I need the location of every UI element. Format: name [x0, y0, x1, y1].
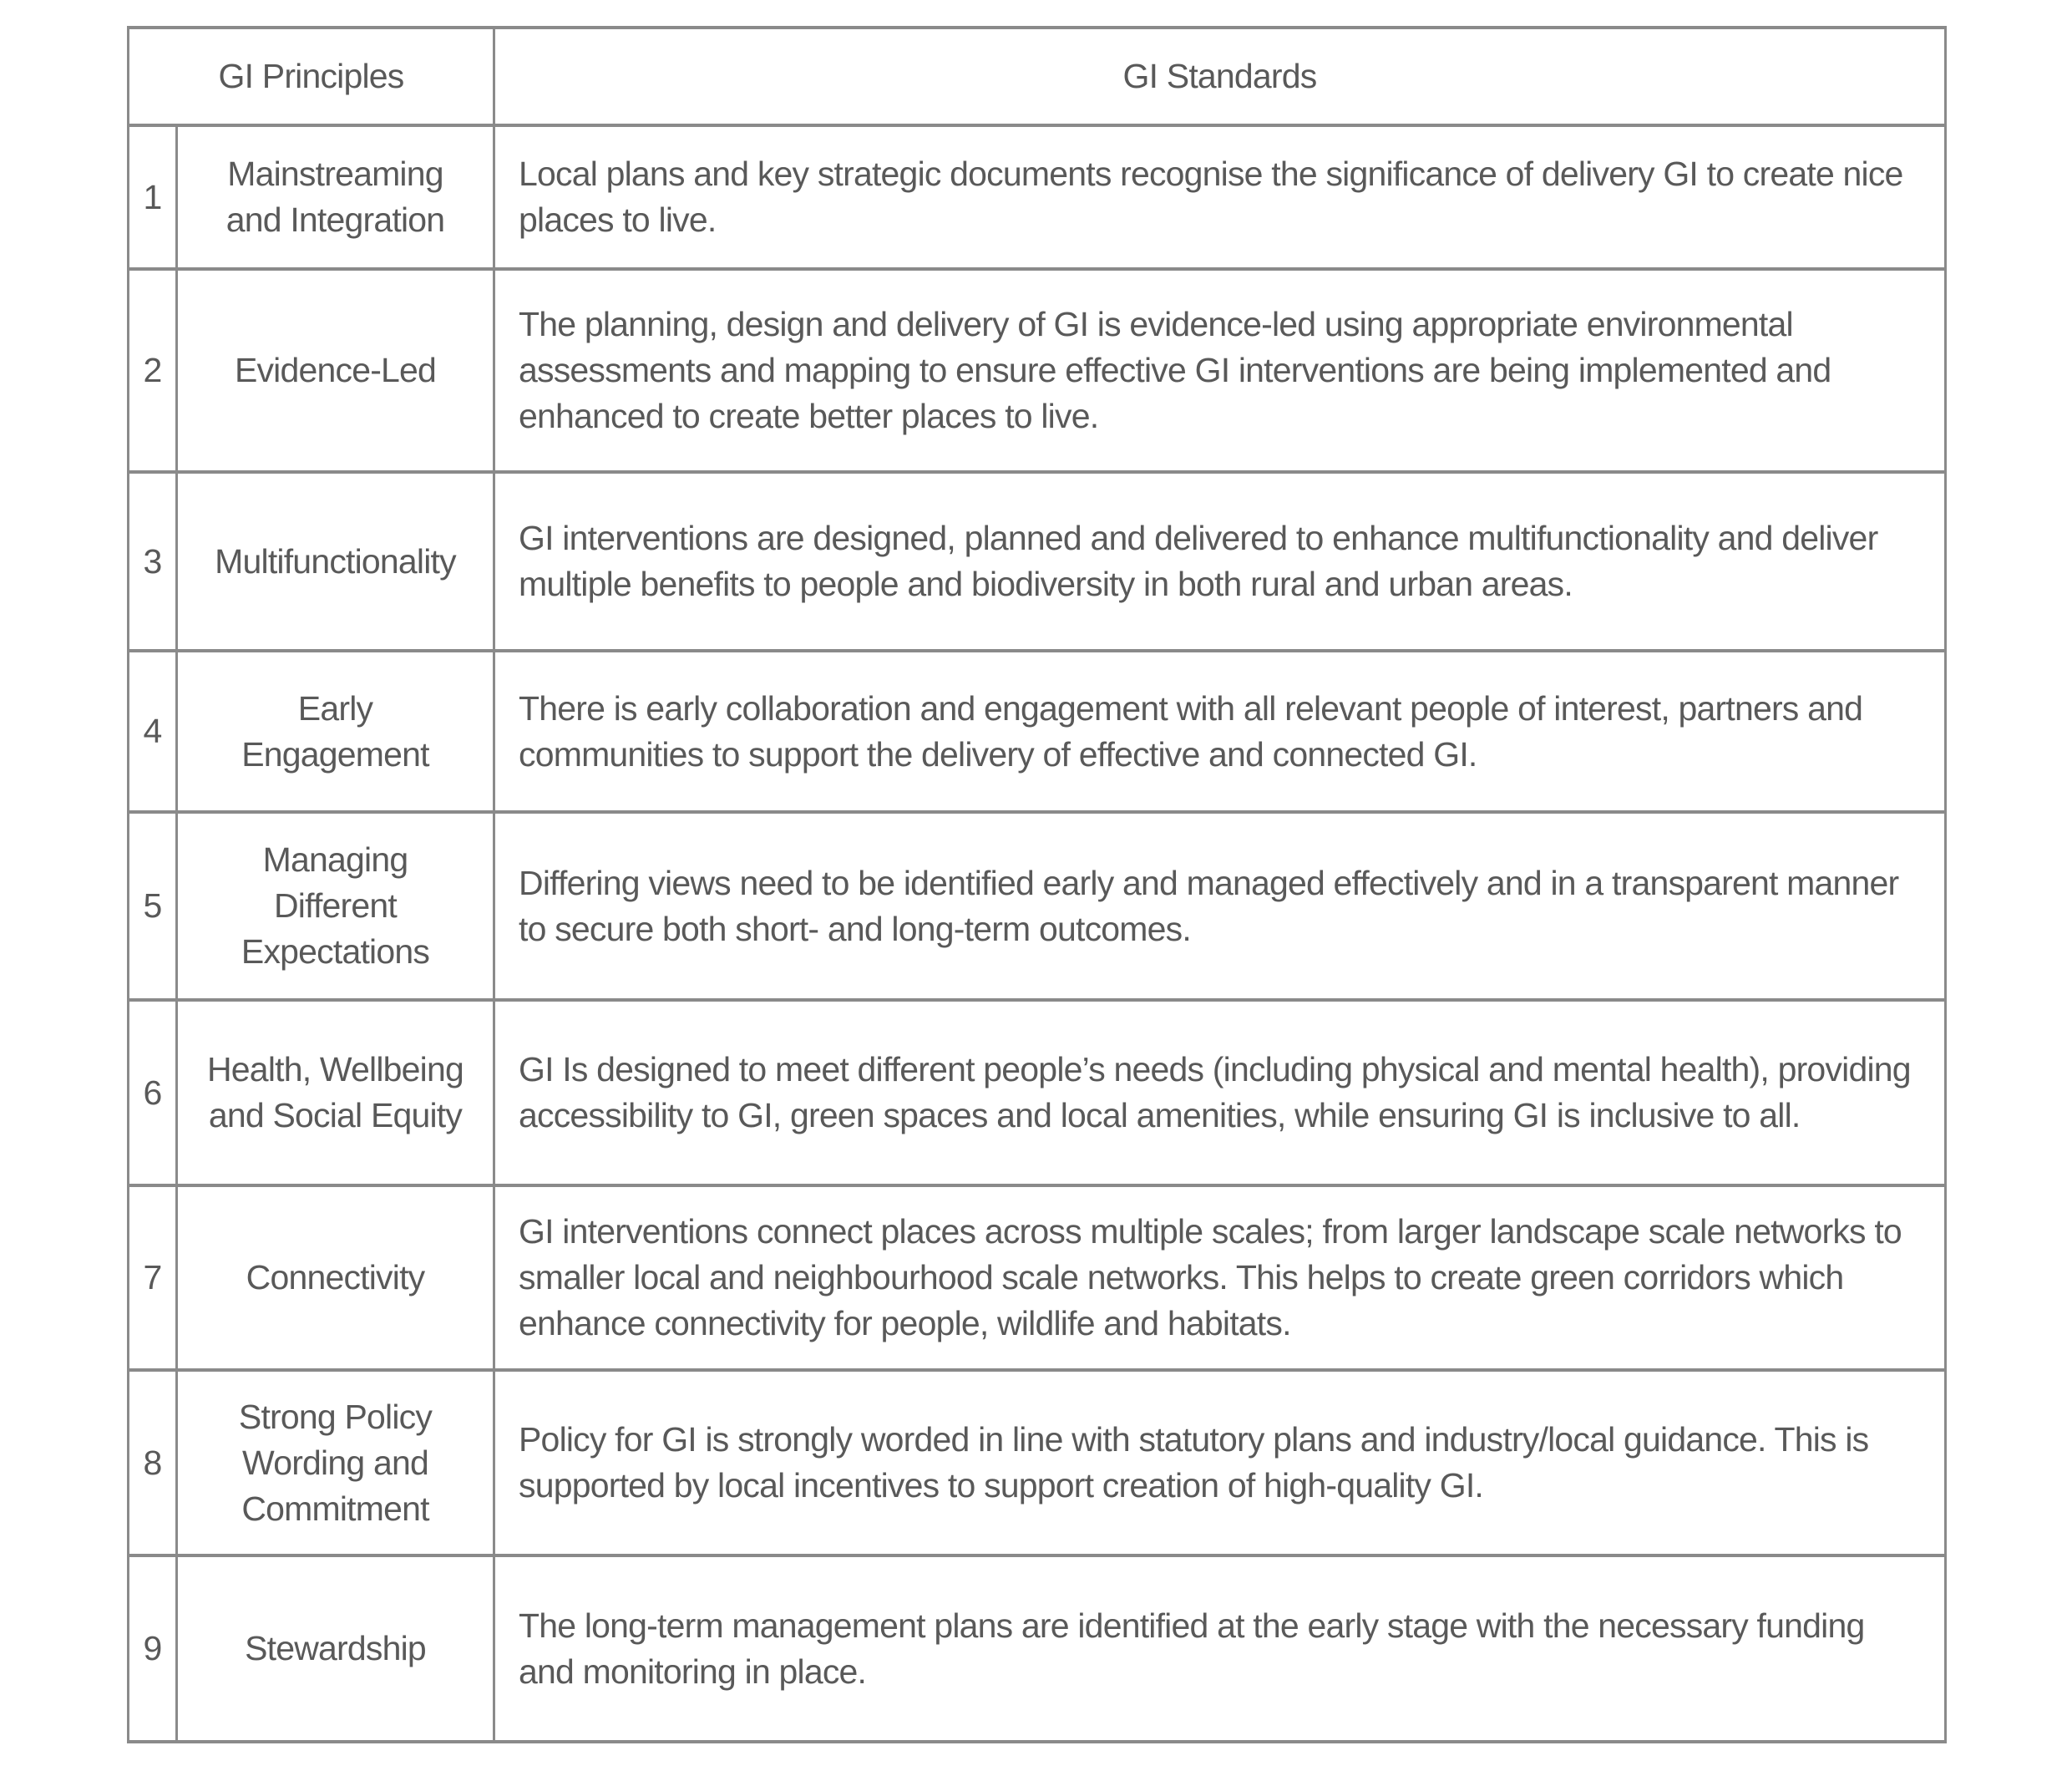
- table-row: [129, 651, 1946, 812]
- table-row: [129, 125, 1946, 269]
- row-number: 9: [129, 1555, 177, 1742]
- table-header-row: [129, 28, 1946, 125]
- principle-cell: Managing Different Expectations: [177, 812, 494, 1000]
- standard-cell: Policy for GI is strongly worded in line with statutory plans and industry/local guidance. This is supported by local incentives to support creation of high-quality GI.: [494, 1370, 1946, 1555]
- table-row: [129, 812, 1946, 1000]
- standard-cell: GI interventions are designed, planned and delivered to enhance multifunctionality and deliver multiple benefits to people and biodiversity in both rural and urban areas.: [494, 472, 1946, 651]
- standard-cell: The long-term management plans are identified at the early stage with the necessary funding and monitoring in place.: [494, 1555, 1946, 1742]
- row-number: 7: [129, 1185, 177, 1370]
- principle-cell: Stewardship: [177, 1555, 494, 1742]
- standard-cell: The planning, design and delivery of GI is evidence-led using appropriate environmental assessments and mapping to ensure effective GI interventions are being implemented and enhanced to create better places to live.: [494, 269, 1946, 472]
- principle-cell: Multifunctionality: [177, 472, 494, 651]
- principle-cell: Strong Policy Wording and Commitment: [177, 1370, 494, 1555]
- row-number: 2: [129, 269, 177, 472]
- standard-cell: GI interventions connect places across multiple scales; from larger landscape scale networks to smaller local and neighbourhood scale networks. This helps to create green corridors which enhance connectivity for people, wildlife and habitats.: [494, 1185, 1946, 1370]
- standard-cell: Differing views need to be identified early and managed effectively and in a transparent manner to secure both short- and long-term outcomes.: [494, 812, 1946, 1000]
- row-number: 1: [129, 125, 177, 269]
- principle-cell: Connectivity: [177, 1185, 494, 1370]
- row-number: 6: [129, 1000, 177, 1185]
- table-row: [129, 1370, 1946, 1555]
- row-number: 4: [129, 651, 177, 812]
- table-row: [129, 1000, 1946, 1185]
- principle-cell: Mainstreaming and Integration: [177, 125, 494, 269]
- gi-principles-standards-table: [127, 26, 1947, 1743]
- principle-cell: Early Engagement: [177, 651, 494, 812]
- header-gi-principles: GI Principles: [129, 28, 494, 125]
- table-row: [129, 1555, 1946, 1742]
- table-row: [129, 472, 1946, 651]
- table-row: [129, 1185, 1946, 1370]
- principle-cell: Health, Wellbeing and Social Equity: [177, 1000, 494, 1185]
- row-number: 5: [129, 812, 177, 1000]
- table-row: [129, 269, 1946, 472]
- standard-cell: GI Is designed to meet different people’s needs (including physical and mental health), providing accessibility to GI, green spaces and local amenities, while ensuring GI is inclusive to all.: [494, 1000, 1946, 1185]
- principle-cell: Evidence-Led: [177, 269, 494, 472]
- standard-cell: Local plans and key strategic documents recognise the significance of delivery GI to create nice places to live.: [494, 125, 1946, 269]
- row-number: 8: [129, 1370, 177, 1555]
- row-number: 3: [129, 472, 177, 651]
- standard-cell: There is early collaboration and engagement with all relevant people of interest, partners and communities to support the delivery of effective and connected GI.: [494, 651, 1946, 812]
- header-gi-standards: GI Standards: [494, 28, 1946, 125]
